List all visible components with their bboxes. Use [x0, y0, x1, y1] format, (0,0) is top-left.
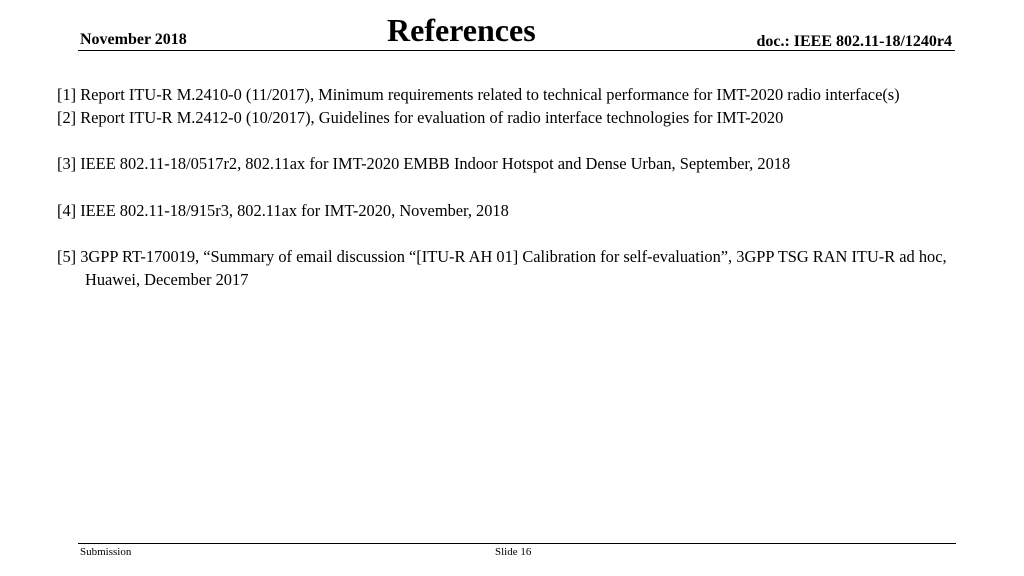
reference-item: [3] IEEE 802.11-18/0517r2, 802.11ax for IMT-2020 EMBB Indoor Hotspot and Dense Urban, September, 2018 [57, 154, 791, 173]
reference-item: [1] Report ITU-R M.2410-0 (11/2017), Minimum requirements related to technical performance for IMT-2020 radio interface(s) [57, 85, 900, 104]
header-date: November 2018 [80, 31, 187, 48]
reference-item: [2] Report ITU-R M.2412-0 (10/2017), Guidelines for evaluation of radio interface technologies for IMT-2020 [57, 107, 784, 127]
spacer [57, 129, 957, 153]
document-id: doc.: IEEE 802.11-18/1240r4 [756, 33, 952, 50]
footer-slide-number: Slide 16 [495, 546, 532, 558]
spacer [57, 222, 957, 246]
header-divider [78, 50, 955, 51]
footer-divider [78, 543, 956, 544]
reference-item: [5] 3GPP RT-170019, “Summary of email discussion “[ITU-R AH 01] Calibration for self-evaluation”, 3GPP TSG RAN ITU-R ad hoc, Huawei, December 2017 [57, 247, 947, 289]
reference-item: [4] IEEE 802.11-18/915r3, 802.11ax for IMT-2020, November, 2018 [57, 200, 509, 220]
references-list [57, 84, 957, 291]
footer-submission: Submission [80, 546, 132, 558]
spacer [57, 176, 957, 200]
slide-title: References [387, 12, 536, 48]
